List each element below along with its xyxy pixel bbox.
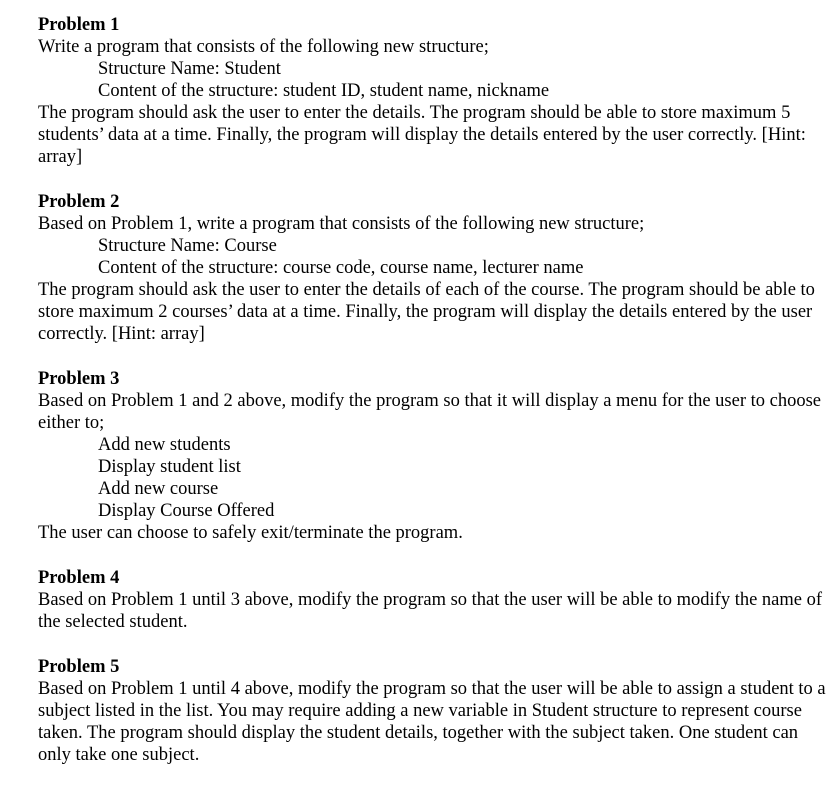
problem-intro: Based on Problem 1 and 2 above, modify the program so that it will display a menu for the user to choose either to; <box>38 391 822 433</box>
problem-1 <box>38 14 828 168</box>
problem-title: Problem 5 <box>38 657 120 677</box>
problem-title: Problem 2 <box>38 192 120 212</box>
problem-intro: Write a program that consists of the following new structure; <box>38 37 489 57</box>
menu-option: Display student list <box>98 457 241 477</box>
menu-option: Add new course <box>98 479 219 499</box>
menu-option: Display Course Offered <box>98 501 275 521</box>
problem-title: Problem 4 <box>38 568 120 588</box>
structure-name: Structure Name: Student <box>98 59 281 79</box>
problem-title: Problem 3 <box>38 369 120 389</box>
problem-5 <box>38 656 828 766</box>
problem-body: The program should ask the user to enter the details. The program should be able to store maximum 5 students’ data at a time. Finally, the program will display the details entered by the user correctly. [Hint: array] <box>38 103 806 167</box>
problem-2 <box>38 191 828 345</box>
problem-body: Based on Problem 1 until 3 above, modify the program so that the user will be able to modify the name of the selected student. <box>38 590 823 632</box>
structure-name: Structure Name: Course <box>98 236 277 256</box>
problem-body: The program should ask the user to enter the details of each of the course. The program should be able to store maximum 2 courses’ data at a time. Finally, the program will display the details entered by the user correctly. [Hint: array] <box>38 280 815 344</box>
structure-content: Content of the structure: student ID, student name, nickname <box>98 81 550 101</box>
problem-body: Based on Problem 1 until 4 above, modify the program so that the user will be able to assign a student to a subject listed in the list. You may require adding a new variable in Student structure to represent course taken. The program should display the student details, together with the subject taken. One student can only take one subject. <box>38 679 826 765</box>
problem-3 <box>38 368 828 544</box>
problem-title: Problem 1 <box>38 15 120 35</box>
document <box>38 14 828 766</box>
problem-intro: Based on Problem 1, write a program that consists of the following new structure; <box>38 214 645 234</box>
menu-option: Add new students <box>98 435 231 455</box>
problem-4 <box>38 567 828 633</box>
problem-body: The user can choose to safely exit/terminate the program. <box>38 523 463 543</box>
structure-content: Content of the structure: course code, course name, lecturer name <box>98 258 584 278</box>
